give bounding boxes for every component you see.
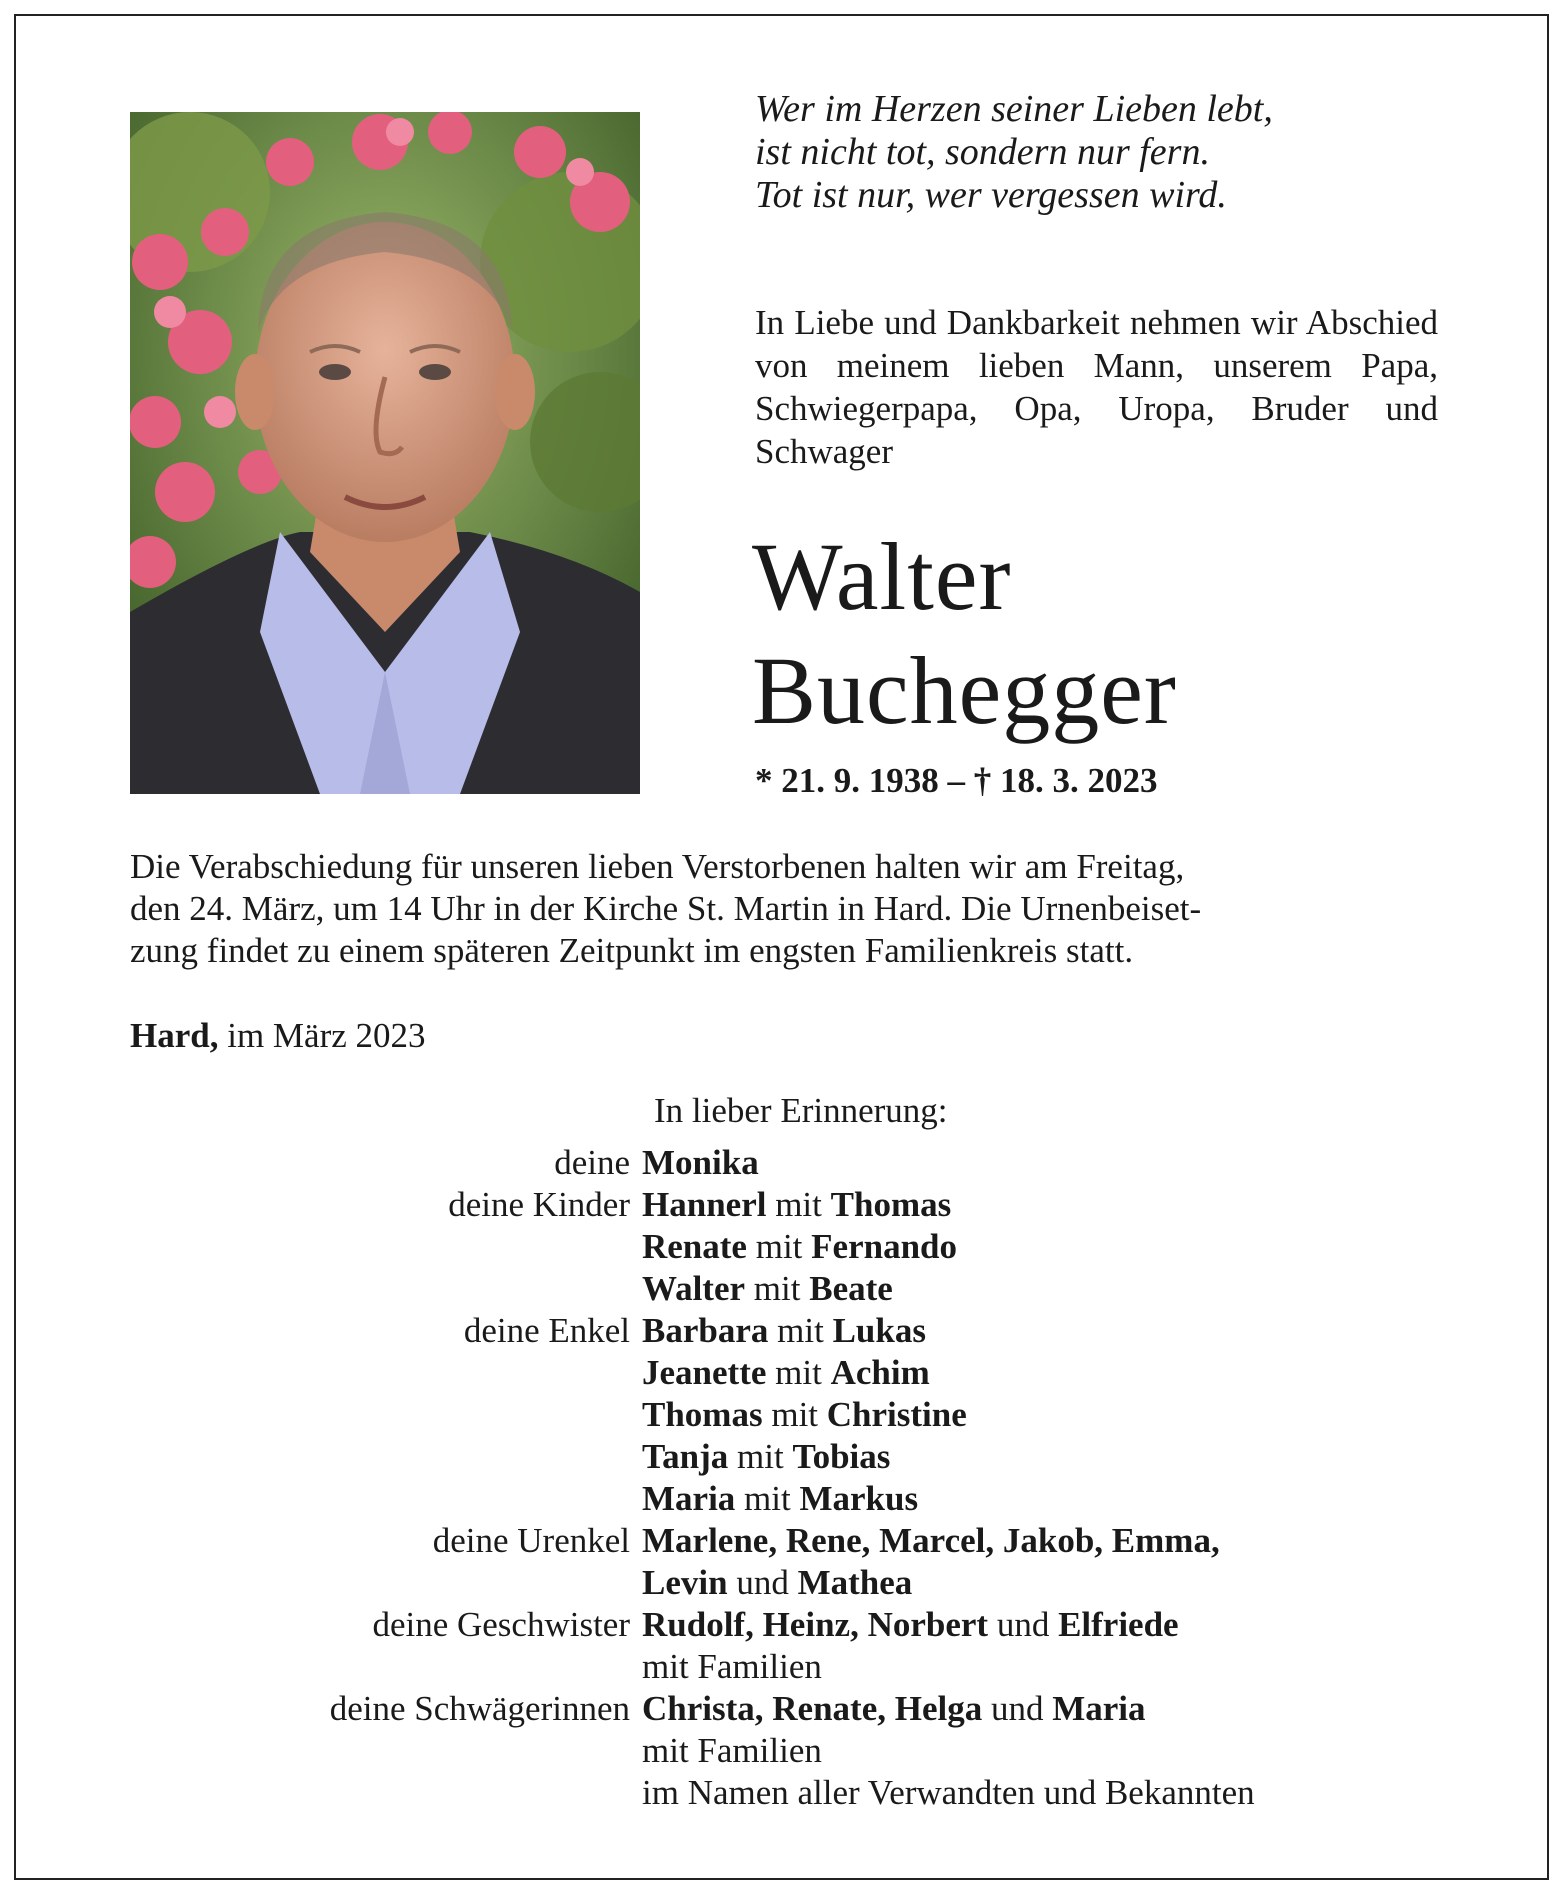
mourner-names bbox=[642, 1268, 893, 1310]
relation-label: deine bbox=[554, 1143, 630, 1182]
mourner-name: Walter bbox=[642, 1269, 746, 1308]
mourner-row bbox=[130, 1226, 1530, 1268]
mourner-name: Tobias bbox=[792, 1437, 891, 1476]
mourner-row bbox=[130, 1142, 1530, 1184]
poem-line: Tot ist nur, wer vergessen wird. bbox=[755, 174, 1227, 216]
mourner-name: Lukas bbox=[832, 1311, 926, 1350]
mourner-names bbox=[642, 1394, 967, 1436]
first-name: Walter bbox=[752, 523, 1012, 630]
place-date: im März 2023 bbox=[218, 1016, 426, 1055]
mourner-row bbox=[130, 1394, 1530, 1436]
connector-text: im Namen aller Verwandten und Bekannten bbox=[642, 1773, 1255, 1812]
mourner-row bbox=[130, 1520, 1530, 1562]
mourner-row bbox=[130, 1436, 1530, 1478]
mourner-names bbox=[642, 1226, 957, 1268]
connector-text: mit Familien bbox=[642, 1731, 822, 1770]
service-line: den 24. März, um 14 Uhr in der Kirche St. Martin in Hard. Die Urnenbeiset- bbox=[130, 889, 1202, 928]
mourner-row bbox=[130, 1562, 1530, 1604]
mourner-name: Thomas bbox=[642, 1395, 763, 1434]
mourner-row bbox=[130, 1646, 1530, 1688]
mourner-name: Markus bbox=[799, 1479, 919, 1518]
relation-label bbox=[130, 1394, 642, 1436]
mourner-names bbox=[642, 1352, 930, 1394]
relation-label: deine Schwägerinnen bbox=[329, 1689, 630, 1728]
mourner-names bbox=[642, 1688, 1146, 1730]
mourners-list bbox=[130, 1142, 1530, 1814]
connector-text: mit bbox=[745, 1269, 810, 1308]
last-name: Buchegger bbox=[752, 637, 1177, 744]
relation-label bbox=[130, 1646, 642, 1688]
mourner-row bbox=[130, 1730, 1530, 1772]
mourner-name: Mathea bbox=[797, 1563, 913, 1602]
mourner-name: Christa, Renate, Helga bbox=[642, 1689, 983, 1728]
relation-label bbox=[130, 1562, 642, 1604]
relation-label bbox=[130, 1268, 642, 1310]
mourner-name: Marlene, Rene, Marcel, Jakob, Emma, bbox=[642, 1521, 1220, 1560]
mourner-name: Monika bbox=[642, 1143, 759, 1182]
service-line: Die Verabschiedung für unseren lieben Verstorbenen halten wir am Freitag, bbox=[130, 847, 1185, 886]
mourner-name: Christine bbox=[826, 1395, 967, 1434]
mourner-names bbox=[642, 1478, 918, 1520]
mourner-name: Barbara bbox=[642, 1311, 769, 1350]
mourner-row bbox=[130, 1688, 1530, 1730]
mourner-names bbox=[642, 1184, 951, 1226]
connector-text: und bbox=[982, 1689, 1053, 1728]
service-announcement bbox=[130, 846, 1438, 972]
relation-label bbox=[130, 1436, 642, 1478]
relation-label bbox=[130, 1226, 642, 1268]
connector-text: mit Familien bbox=[642, 1647, 822, 1686]
farewell-intro: In Liebe und Dankbarkeit nehmen wir Abschied von meinem lieben Mann, unserem Papa, Schwiegerpapa, Opa, Uropa, Bruder und Schwager bbox=[755, 303, 1438, 471]
mourner-names bbox=[642, 1772, 1255, 1814]
mourner-names bbox=[642, 1562, 912, 1604]
connector-text: mit bbox=[768, 1311, 833, 1350]
mourner-name: Thomas bbox=[830, 1185, 952, 1224]
connector-text: mit bbox=[746, 1227, 812, 1266]
mourner-name: Hannerl bbox=[642, 1185, 767, 1224]
mourner-row bbox=[130, 1184, 1530, 1226]
relation-label: deine Geschwister bbox=[372, 1605, 630, 1644]
mourner-name: Maria bbox=[1052, 1689, 1146, 1728]
mourner-name: Rudolf, Heinz, Norbert bbox=[642, 1605, 989, 1644]
mourner-name: Levin bbox=[642, 1563, 728, 1602]
mourner-row bbox=[130, 1268, 1530, 1310]
mourner-names bbox=[642, 1730, 822, 1772]
service-line: zung findet zu einem späteren Zeitpunkt im engsten Familienkreis statt. bbox=[130, 931, 1134, 970]
place-and-date bbox=[130, 1015, 426, 1057]
life-dates: * 21. 9. 1938 – † 18. 3. 2023 bbox=[755, 761, 1158, 800]
relation-label bbox=[130, 1478, 642, 1520]
memorial-poem bbox=[755, 88, 1273, 217]
mourner-row bbox=[130, 1310, 1530, 1352]
poem-line: ist nicht tot, sondern nur fern. bbox=[755, 131, 1210, 173]
mourner-names bbox=[642, 1310, 926, 1352]
connector-text: mit bbox=[766, 1353, 831, 1392]
mourner-name: Beate bbox=[809, 1269, 893, 1308]
mourner-row bbox=[130, 1478, 1530, 1520]
mourner-name: Jeanette bbox=[642, 1353, 767, 1392]
relation-label: deine Enkel bbox=[463, 1311, 630, 1350]
mourner-name: Maria bbox=[642, 1479, 736, 1518]
mourner-names bbox=[642, 1142, 759, 1184]
relation-label bbox=[130, 1772, 642, 1814]
portrait-photo bbox=[130, 112, 640, 794]
connector-text: mit bbox=[728, 1437, 793, 1476]
mourner-name: Tanja bbox=[642, 1437, 729, 1476]
mourner-name: Elfriede bbox=[1058, 1605, 1179, 1644]
mourner-names bbox=[642, 1520, 1220, 1562]
memory-heading: In lieber Erinnerung: bbox=[654, 1091, 948, 1130]
relation-label: deine Kinder bbox=[448, 1185, 630, 1224]
connector-text: mit bbox=[766, 1185, 831, 1224]
mourner-row bbox=[130, 1604, 1530, 1646]
connector-text: mit bbox=[762, 1395, 827, 1434]
mourner-row bbox=[130, 1352, 1530, 1394]
mourner-row bbox=[130, 1772, 1530, 1814]
place-town: Hard, bbox=[130, 1016, 219, 1055]
mourner-names bbox=[642, 1436, 890, 1478]
connector-text: und bbox=[988, 1605, 1059, 1644]
relation-label bbox=[130, 1730, 642, 1772]
connector-text: mit bbox=[735, 1479, 800, 1518]
deceased-name bbox=[752, 520, 1177, 748]
mourner-names bbox=[642, 1646, 822, 1688]
connector-text: und bbox=[727, 1563, 798, 1602]
mourner-name: Renate bbox=[642, 1227, 747, 1266]
relation-label bbox=[130, 1352, 642, 1394]
relation-label: deine Urenkel bbox=[432, 1521, 630, 1560]
mourner-name: Achim bbox=[830, 1353, 930, 1392]
mourner-name: Fernando bbox=[811, 1227, 958, 1266]
poem-line: Wer im Herzen seiner Lieben lebt, bbox=[755, 88, 1273, 130]
mourner-names bbox=[642, 1604, 1179, 1646]
